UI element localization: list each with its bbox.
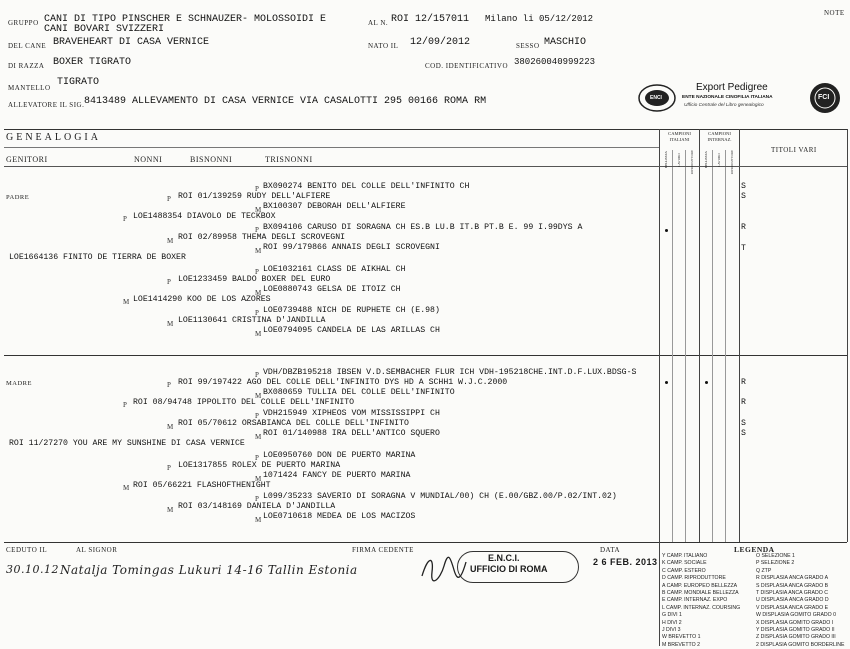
data-label: DATA (600, 546, 621, 554)
pedigree-t1: BX090274 BENITO DEL COLLE DELL'INFINITO CH (263, 182, 470, 191)
pedigree-t3: BX094106 CARUSO DI SORAGNA CH ES.B LU.B IT.B PT.B E. 99 I.99DYS A (263, 223, 583, 232)
legend-item: C CAMP. ESTERO (662, 567, 706, 574)
mark-m: M (255, 392, 262, 400)
mark-m: M (255, 433, 262, 441)
title-code: R (741, 398, 746, 407)
ceduto-label: CEDUTO IL (6, 546, 48, 554)
mark-m: M (123, 484, 130, 492)
mark-p: P (255, 226, 259, 234)
title-code: S (741, 419, 746, 428)
export-title: Export Pedigree (696, 82, 768, 93)
title-code: S (741, 429, 746, 438)
pedigree-t4: ROI 99/179866 ANNAIS DEGLI SCROVEGNI (263, 243, 440, 252)
table-right-border (847, 129, 848, 542)
table-subheader-line (4, 147, 659, 148)
legend-item: O SELEZIONE 1 (756, 553, 795, 559)
campioni-italiani-header: CAMPIONI ITALIANI (668, 131, 691, 142)
pedigree-b7: LOE1317855 ROLEX DE PUERTO MARINA (178, 461, 341, 470)
pedigree-t7: LOE0739488 NICH DE RUPHETE CH (E.98) (263, 306, 440, 315)
mark-p: P (255, 371, 259, 379)
champion-header-bottom (659, 166, 847, 167)
pedigree-n2: LOE1414290 KOO DE LOS AZORES (133, 295, 271, 304)
coat-value: TIGRATO (57, 77, 100, 88)
sesso-label: SESSO (516, 42, 540, 50)
microchip-code: 380260040999223 (514, 57, 596, 67)
pedigree-b4: LOE1130641 CRISTINA D'JANDILLA (178, 316, 326, 325)
pedigree-sire: LOE1664136 FINITO DE TIERRA DE BOXER (9, 253, 186, 262)
signor-label: AL SIGNOR (76, 546, 118, 554)
legend-item: X DISPLASIA GOMITO GRADO I (756, 619, 834, 626)
mark-m: M (255, 330, 262, 338)
legend-item: V DISPLASIA ANCA GRADO E (756, 604, 829, 611)
padre-label: PADRE (6, 194, 30, 201)
mark-m: M (167, 506, 174, 514)
title-code: R (741, 223, 746, 232)
champion-col-left (659, 129, 660, 542)
pedigree-n1: LOE1488354 DIAVOLO DE TECKBOX (133, 212, 276, 221)
legend-item: E CAMP. INTERNAZ. EXPO (662, 597, 728, 604)
mark-m: M (255, 475, 262, 483)
legend-item: D CAMP. RIPRODUTTORE (662, 575, 726, 582)
title-code: T (741, 244, 746, 253)
cod-label: COD. IDENTIFICATIVO (425, 62, 508, 70)
pedigree-t11: VDH215949 XIPHEOS VOM MISSISSIPPI CH (263, 409, 440, 418)
mark-p: P (123, 401, 127, 409)
gruppo-line-1: CANI DI TIPO PINSCHER E SCHNAUZER- MOLOSSOIDI E (44, 14, 327, 25)
legend-item: Q ZTP (756, 567, 772, 574)
champion-mark (665, 229, 668, 232)
razza-label: DI RAZZA (8, 62, 45, 70)
mark-m: M (123, 298, 130, 306)
mark-m: M (167, 320, 174, 328)
pedigree-t8: LOE0794095 CANDELA DE LAS ARILLAS CH (263, 326, 440, 335)
legend-item: 2 DISPLASIA GOMITO BORDERLINE (756, 641, 845, 648)
pedigree-t9: VDH/DBZB195218 IBSEN V.D.SEMBACHER FLUR ICH VDH-195218CHE.INT.D.F.LUX.BDSG-S (263, 368, 637, 377)
legend-left-column (662, 553, 740, 649)
export-sub: Ufficio Centrale del Libro genealogico (684, 103, 764, 108)
mark-p: P (167, 464, 171, 472)
legend-item: T DISPLASIA ANCA GRADO C (756, 590, 828, 597)
legend-item: J DIVI 3 (662, 627, 681, 634)
mark-p: P (255, 185, 259, 193)
pedigree-t2: BX100307 DEBORAH DELL'ALFIERE (263, 202, 406, 211)
pedigree-t14: 1071424 FANCY DE PUERTO MARINA (263, 471, 411, 480)
genealogy-title: GENEALOGIA (6, 132, 101, 143)
allevatore-label: ALLEVATORE IL SIG. (8, 101, 85, 109)
pedigree-n4: ROI 05/66221 FLASHOFTHENIGHT (133, 481, 271, 490)
legend-item: M BREVETTO 2 (662, 641, 700, 648)
sub-bellezza-it: BELLEZZA (664, 151, 668, 169)
mark-p: P (255, 268, 259, 276)
champion-subcol-4 (725, 150, 726, 542)
issue-place-date: Milano li 05/12/2012 (485, 14, 594, 24)
pedigree-t5: LOE1032161 CLASS DE AIKHAL CH (263, 265, 406, 274)
champion-mark (705, 381, 708, 384)
sub-riproduttore-it: RIPRODUTTORE (690, 150, 694, 175)
legend-item: K CAMP. SOCIALE (662, 560, 707, 567)
sire-dam-divider (4, 355, 847, 356)
breed-value: BOXER TIGRATO (53, 57, 132, 68)
legend-item: P SELEZIONE 2 (756, 560, 795, 567)
champion-subcol-3 (712, 150, 713, 542)
pedigree-b3: LOE1233459 BALDO BOXER DEL EURO (178, 275, 331, 284)
ceduto-date: 30.10.12 (6, 563, 59, 576)
title-code: S (741, 192, 746, 201)
breeder-value: 8413489 ALLEVAMENTO DI CASA VERNICE VIA CASALOTTI 295 00166 ROMA RM (84, 96, 487, 107)
legend-item: W DISPLASIA GOMITO GRADO 0 (756, 612, 837, 619)
export-pedigree-badge (637, 80, 842, 116)
legend-item: R DISPLASIA ANCA GRADO A (756, 575, 829, 582)
table-top-border (4, 129, 847, 130)
pedigree-t10: BX080659 TULLIA DEL COLLE DELL'INFINITO (263, 388, 455, 397)
mark-p: P (255, 495, 259, 503)
al-n-label: AL N. (368, 19, 389, 27)
col-genitori: GENITORI (6, 155, 48, 164)
titoli-vari-header: TITOLI VARI (771, 146, 817, 154)
birth-date: 12/09/2012 (410, 37, 471, 48)
legend-item: Z DISPLASIA GOMITO GRADO III (756, 634, 836, 641)
title-code: R (741, 378, 746, 387)
fci-logo-text: FCI (818, 94, 830, 101)
registration-number: ROI 12/157011 (391, 14, 470, 25)
nato-label: NATO IL (368, 42, 399, 50)
mark-p: P (255, 309, 259, 317)
legend-right-column (756, 553, 844, 649)
col-nonni: NONNI (134, 155, 163, 164)
gruppo-label: GRUPPO (8, 19, 39, 27)
legend-border (659, 542, 660, 646)
sub-lavoro-int: LAVORO (717, 153, 721, 167)
sex-value: MASCHIO (544, 37, 587, 48)
pedigree-t15: L099/35233 SAVERIO DI SORAGNA V MUNDIAL/00) CH (E.00/GBZ.00/P.02/INT.02) (263, 492, 617, 501)
col-bisnonni: BISNONNI (190, 155, 233, 164)
champion-subcol-2 (685, 150, 686, 542)
mark-m: M (167, 423, 174, 431)
gruppo-line-2: CANI BOVARI SVIZZERI (44, 24, 165, 35)
mark-p: P (255, 412, 259, 420)
legend-item: Y CAMP. ITALIANO (662, 553, 708, 559)
legend-item: A CAMP. EUROPEO BELLEZZA (662, 582, 738, 589)
champion-col-mid (699, 129, 700, 542)
pedigree-n3: ROI 08/94748 IPPOLITO DEL COLLE DELL'INFINITO (133, 398, 355, 407)
firma-label: FIRMA CEDENTE (352, 546, 414, 554)
mark-m: M (255, 516, 262, 524)
date-stamp: 2 6 FEB. 2013 (593, 557, 658, 567)
mark-m: M (167, 237, 174, 245)
madre-label: MADRE (6, 380, 32, 387)
legend-item: W BREVETTO 1 (662, 634, 701, 641)
mark-p: P (167, 278, 171, 286)
note-label: NOTE (824, 9, 845, 17)
cane-label: DEL CANE (8, 42, 47, 50)
champion-col-right (739, 129, 740, 542)
pedigree-t13: LOE0950760 DON DE PUERTO MARINA (263, 451, 416, 460)
campioni-internaz-header: CAMPIONI INTERNAZ. (707, 131, 732, 142)
legend-item: L CAMP. INTERNAZ. COURSING (662, 604, 741, 611)
table-header-bottom (4, 166, 659, 167)
legend-item: G DIVI 1 (662, 612, 682, 619)
export-org: ENTE NAZIONALE CINOFILIA ITALIANA (682, 95, 773, 100)
stamp-line-1: E.N.C.I. (488, 553, 520, 563)
mark-m: M (255, 247, 262, 255)
sub-lavoro-it: LAVORO (677, 153, 681, 167)
pedigree-b8: ROI 03/148169 DANIELA D'JANDILLA (178, 502, 336, 511)
pedigree-t6: LOE0880743 GELSA DE ITOIZ CH (263, 285, 401, 294)
pedigree-b2: ROI 02/89958 THEMA DEGLI SCROVEGNI (178, 233, 346, 242)
pedigree-b1: ROI 01/139259 RUDY DELL'ALFIERE (178, 192, 331, 201)
champion-mark (665, 381, 668, 384)
title-code: S (741, 182, 746, 191)
pedigree-t12: ROI 01/140988 IRA DELL'ANTICO SQUERO (263, 429, 440, 438)
legenda-label: LEGENDA (734, 545, 775, 554)
mark-m: M (255, 206, 262, 214)
table-bottom-border (4, 542, 847, 543)
champion-subcol-1 (672, 150, 673, 542)
legend-item: S DISPLASIA ANCA GRADO B (756, 582, 829, 589)
col-trisnonni: TRISNONNI (265, 155, 313, 164)
stamp-line-2: UFFICIO DI ROMA (470, 564, 548, 574)
sub-riproduttore-int: RIPRODUTTORE (730, 150, 734, 175)
dog-name: BRAVEHEART DI CASA VERNICE (53, 37, 210, 48)
mantello-label: MANTELLO (8, 84, 51, 92)
legend-item: Y DISPLASIA GOMITO GRADO II (756, 627, 835, 634)
sub-bellezza-int: BELLEZZA (704, 151, 708, 169)
mark-p: P (255, 454, 259, 462)
pedigree-b6: ROI 05/70612 ORSABIANCA DEL COLLE DELL'INFINITO (178, 419, 409, 428)
pedigree-dam: ROI 11/27270 YOU ARE MY SUNSHINE DI CASA VERNICE (9, 439, 245, 448)
mark-m: M (255, 289, 262, 297)
mark-p: P (123, 215, 127, 223)
legend-item: B CAMP. MONDIALE BELLEZZA (662, 590, 739, 597)
enci-logo-text: ENCI (650, 95, 662, 101)
legend-item: H DIVI 2 (662, 619, 682, 626)
mark-p: P (167, 381, 171, 389)
pedigree-t16: LOE0710618 MEDEA DE LOS MACIZOS (263, 512, 416, 521)
buyer-handwritten: Natalja Tomingas Lukuri 14-16 Tallin Estonia (60, 563, 358, 577)
legend-item: U DISPLASIA ANCA GRADO D (756, 597, 829, 604)
mark-p: P (167, 195, 171, 203)
pedigree-b5: ROI 99/197422 AGO DEL COLLE DELL'INFINITO DYS HD A SCHH1 W.J.C.2000 (178, 378, 508, 387)
